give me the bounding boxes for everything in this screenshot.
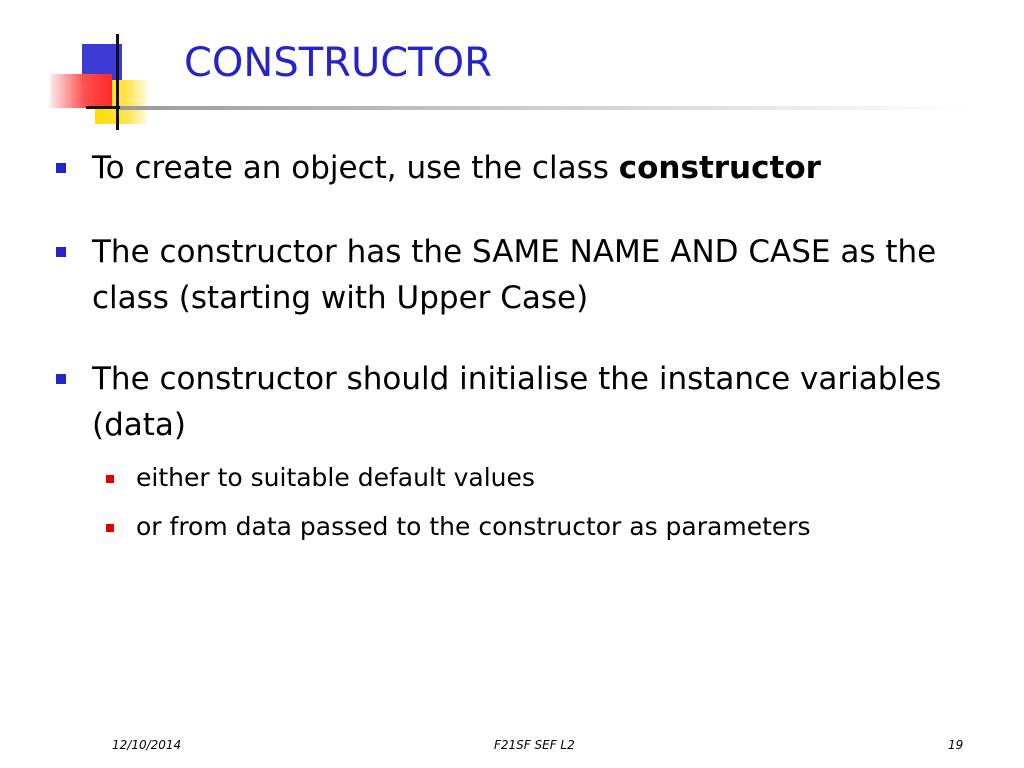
sub-bullet-text: or from data passed to the constructor as parameters: [136, 512, 811, 541]
bullet-square-icon: [56, 247, 66, 257]
bullet-item: [92, 356, 972, 448]
bold-term: constructor: [618, 150, 821, 186]
logo-red-square: [50, 74, 112, 108]
bullet-square-icon: [56, 163, 66, 173]
footer-date: 12/10/2014: [112, 738, 182, 752]
footer-course: F21SF SEF L2: [494, 738, 575, 752]
bullet-item: [92, 229, 972, 321]
sub-bullet-item: [136, 510, 996, 544]
bullet-text: To create an object, use the class constructor: [92, 150, 821, 186]
sub-bullet-square-icon: [106, 475, 114, 483]
bullet-text: The constructor should initialise the instance variables (data): [92, 361, 942, 443]
sub-bullet-text: either to suitable default values: [136, 463, 535, 492]
sub-bullet-square-icon: [106, 524, 114, 532]
bullet-item: [92, 145, 972, 191]
sub-bullet-item: [136, 461, 996, 495]
bullet-text: The constructor has the SAME NAME AND CASE as the class (starting with Upper Case): [92, 234, 937, 316]
bullet-square-icon: [56, 374, 66, 384]
logo-decoration: [0, 0, 180, 140]
footer-page-number: 19: [948, 738, 964, 752]
logo-vertical-line: [116, 34, 119, 130]
title-underline-divider: [120, 106, 970, 110]
slide-title: CONSTRUCTOR: [184, 40, 492, 86]
